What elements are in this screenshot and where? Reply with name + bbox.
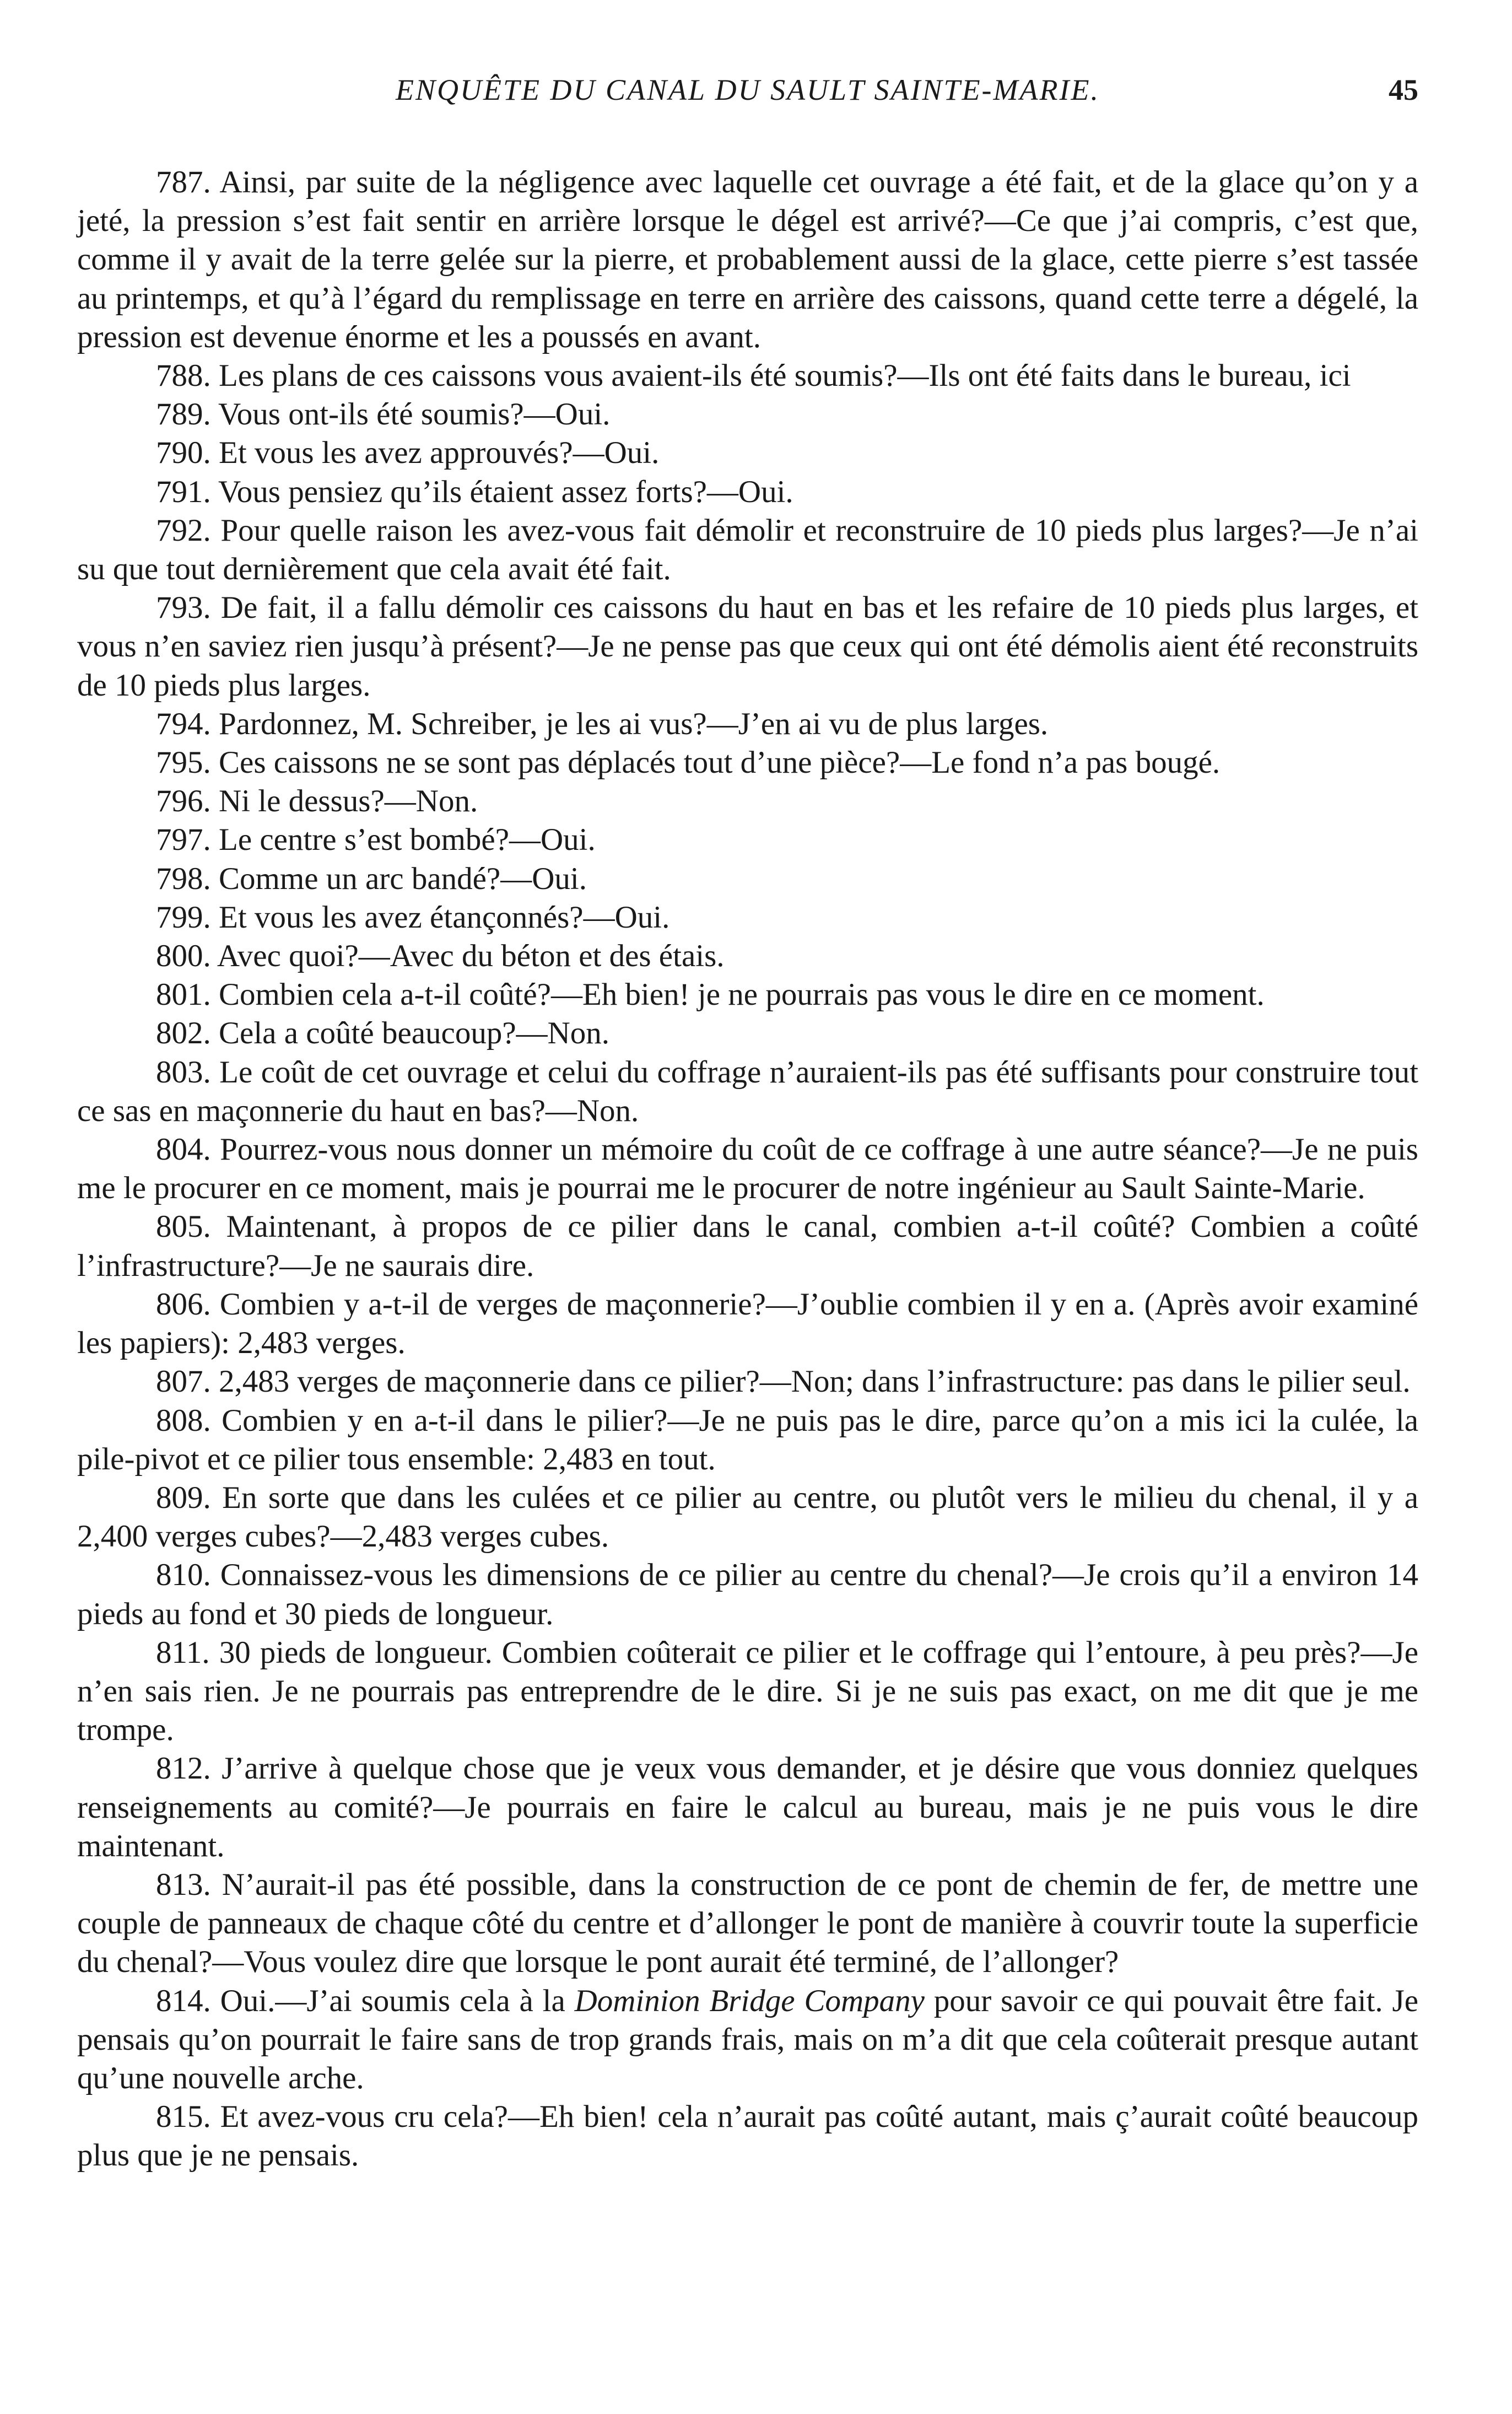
question-number: 811. (156, 1635, 210, 1670)
paragraph-text: Vous ont-ils été soumis?—Oui. (218, 397, 611, 432)
question-number: 794. (156, 706, 211, 741)
testimony-text (77, 163, 1418, 2357)
question-number: 814. (156, 1983, 211, 2018)
page-number: 45 (1389, 73, 1418, 106)
question-number: 803. (156, 1054, 211, 1090)
running-title: ENQUÊTE DU CANAL DU SAULT SAINTE-MARIE. (396, 73, 1100, 106)
paragraph-text: Cela a coûté beaucoup?—Non. (219, 1016, 610, 1051)
paragraph-text: Le coût de cet ouvrage et celui du coffrage n’auraient-ils pas été suffisants pour construire tout ce sas en maçonnerie du haut en bas?—Non. (77, 1054, 1418, 1128)
paragraph-813 (77, 1866, 1418, 1982)
question-number: 793. (156, 590, 211, 626)
paragraph-800 (77, 937, 1418, 976)
paragraph-text: Comme un arc bandé?—Oui. (219, 861, 587, 896)
paragraph-801 (77, 976, 1418, 1014)
paragraph-797 (77, 821, 1418, 859)
paragraph-text-before: Oui.—J’ai soumis cela à la (220, 1983, 575, 2018)
paragraph-789 (77, 395, 1418, 434)
question-number: 792. (156, 513, 211, 548)
question-number: 807. (156, 1364, 211, 1399)
paragraph-text: 30 pieds de longueur. Combien coûterait ce pilier et le coffrage qui l’entoure, à peu près?—Je n’en sais rien. Je ne pourrais pas entreprendre de le dire. Si je ne suis pas exact, on me dit que je me trompe. (77, 1635, 1418, 1748)
question-number: 801. (156, 977, 211, 1012)
question-number: 812. (156, 1751, 211, 1786)
question-number: 804. (156, 1132, 211, 1167)
paragraph-text: Pourrez-vous nous donner un mémoire du coût de ce coffrage à une autre séance?—Je ne puis me le procurer en ce moment, mais je pourrai me le procurer de notre ingénieur au Sault Sainte-Marie. (77, 1132, 1418, 1206)
question-number: 813. (156, 1867, 211, 1902)
paragraph-787 (77, 163, 1418, 357)
question-number: 809. (156, 1480, 211, 1515)
paragraph-815 (77, 2098, 1418, 2175)
paragraph-794 (77, 705, 1418, 743)
paragraph-text: Vous pensiez qu’ils étaient assez forts?—Oui. (218, 474, 793, 509)
question-number: 799. (156, 899, 211, 935)
paragraph-810 (77, 1556, 1418, 1633)
question-number: 789. (156, 397, 211, 432)
question-number: 815. (156, 2099, 211, 2135)
question-number: 797. (156, 822, 211, 858)
paragraph-804 (77, 1130, 1418, 1208)
paragraph-text: Le centre s’est bombé?—Oui. (219, 822, 596, 858)
paragraph-802 (77, 1014, 1418, 1053)
paragraph-text: Et vous les avez étançonnés?—Oui. (219, 899, 670, 935)
question-number: 806. (156, 1286, 211, 1322)
paragraph-791 (77, 473, 1418, 511)
paragraph-795 (77, 743, 1418, 782)
question-number: 788. (156, 358, 211, 394)
page-header (77, 65, 1418, 115)
paragraph-text: Ces caissons ne se sont pas déplacés tout d’une pièce?—Le fond n’a pas bougé. (219, 745, 1221, 780)
paragraph-text: Les plans de ces caissons vous avaient-ils été soumis?—Ils ont été faits dans le bureau, ici (219, 358, 1351, 394)
paragraph-814 (77, 1982, 1418, 2098)
paragraph-811 (77, 1634, 1418, 1750)
question-number: 800. (156, 939, 211, 974)
question-number: 798. (156, 861, 211, 896)
question-number: 795. (156, 745, 211, 780)
question-number: 796. (156, 784, 211, 819)
paragraph-799 (77, 898, 1418, 937)
question-number: 791. (156, 474, 211, 509)
paragraph-text: Maintenant, à propos de ce pilier dans le canal, combien a-t-il coûté? Combien a coûté l’infrastructure?—Je ne saurais dire. (77, 1209, 1418, 1283)
paragraph-text: Combien y a-t-il de verges de maçonnerie?—J’oublie combien il y en a. (Après avoir examiné les papiers): 2,483 verges. (77, 1286, 1419, 1361)
paragraph-text: Pardonnez, M. Schreiber, je les ai vus?—J’en ai vu de plus larges. (219, 706, 1049, 741)
paragraph-809 (77, 1479, 1418, 1556)
paragraph-792 (77, 511, 1418, 589)
paragraph-793 (77, 589, 1418, 705)
question-number: 805. (156, 1209, 211, 1244)
paragraph-788 (77, 357, 1418, 395)
paragraph-text: Et vous les avez approuvés?—Oui. (219, 435, 660, 471)
paragraph-text: J’arrive à quelque chose que je veux vous demander, et je désire que vous donniez quelques renseignements au comité?—Je pourrais en faire le calcul au bureau, mais je ne puis vous le dire maintenant. (77, 1751, 1418, 1863)
paragraph-796 (77, 782, 1418, 821)
paragraph-790 (77, 434, 1418, 472)
paragraph-text: De fait, il a fallu démolir ces caissons du haut en bas et les refaire de 10 pieds plus larges, et vous n’en saviez rien jusqu’à présent?—Je ne pense pas que ceux qui ont été démolis aient été reconstruits de 10 pieds plus larges. (77, 590, 1418, 703)
paragraph-text-after: pour savoir ce qui pouvait être fait. Je pensais qu’on pourrait le faire sans de trop grands frais, mais on m’a dit que cela coûterait presque autant qu’une nouvelle arche. (77, 1983, 1418, 2095)
paragraph-text: Combien y en a-t-il dans le pilier?—Je ne puis pas le dire, parce qu’on a mis ici la culée, la pile-pivot et ce pilier tous ensemble: 2,483 en tout. (77, 1403, 1419, 1477)
question-number: 808. (156, 1403, 211, 1438)
paragraph-803 (77, 1053, 1418, 1130)
paragraph-text: Pour quelle raison les avez-vous fait démolir et reconstruire de 10 pieds plus larges?—Je n’ai su que tout dernièrement que cela avait été fait. (77, 513, 1419, 587)
paragraph-text: Ni le dessus?—Non. (219, 784, 478, 819)
paragraph-text: N’aurait-il pas été possible, dans la construction de ce pont de chemin de fer, de mettre une couple de panneaux de chaque côté du centre et d’allonger le pont de manière à couvrir toute la superficie du chenal?—Vous voulez dire que lorsque le pont aurait été terminé, de l’allonger? (77, 1867, 1419, 1980)
question-number: 790. (156, 435, 211, 471)
question-number: 802. (156, 1016, 211, 1051)
paragraph-798 (77, 860, 1418, 898)
paragraph-text: Ainsi, par suite de la négligence avec laquelle cet ouvrage a été fait, et de la glace qu’on y a jeté, la pression s’est fait sentir en arrière lorsque le dégel est arrivé?—Ce que j’ai compris, c’est que, comme il y avait de la terre gelée sur la pierre, et probablement aussi de la glace, cette pierre s’est tassée au printemps, et qu’à l’égard du remplissage en terre en arrière des caissons, quand cette terre a dégelé, la pression est devenue énorme et les a poussés en avant. (77, 165, 1419, 354)
question-number: 787. (156, 165, 211, 200)
paragraph-806 (77, 1285, 1418, 1362)
paragraph-text: Avec quoi?—Avec du béton et des étais. (217, 939, 725, 974)
question-number: 810. (156, 1558, 211, 1593)
company-name-italic: Dominion Bridge Company (574, 1983, 925, 2018)
paragraph-812 (77, 1749, 1418, 1866)
paragraph-text: Et avez-vous cru cela?—Eh bien! cela n’aurait pas coûté autant, mais ç’aurait coûté beaucoup plus que je ne pensais. (77, 2099, 1418, 2173)
paragraph-808 (77, 1402, 1418, 1479)
paragraph-text: En sorte que dans les culées et ce pilier au centre, ou plutôt vers le milieu du chenal, il y a 2,400 verges cubes?—2,483 verges cubes. (77, 1480, 1418, 1554)
paragraph-805 (77, 1208, 1418, 1285)
paragraph-text: 2,483 verges de maçonnerie dans ce pilier?—Non; dans l’infrastructure: pas dans le pilier seul. (219, 1364, 1411, 1399)
paragraph-text: Combien cela a-t-il coûté?—Eh bien! je ne pourrais pas vous le dire en ce moment. (219, 977, 1265, 1012)
paragraph-text: Connaissez-vous les dimensions de ce pilier au centre du chenal?—Je crois qu’il a environ 14 pieds au fond et 30 pieds de longueur. (77, 1558, 1418, 1631)
paragraph-807 (77, 1362, 1418, 1401)
